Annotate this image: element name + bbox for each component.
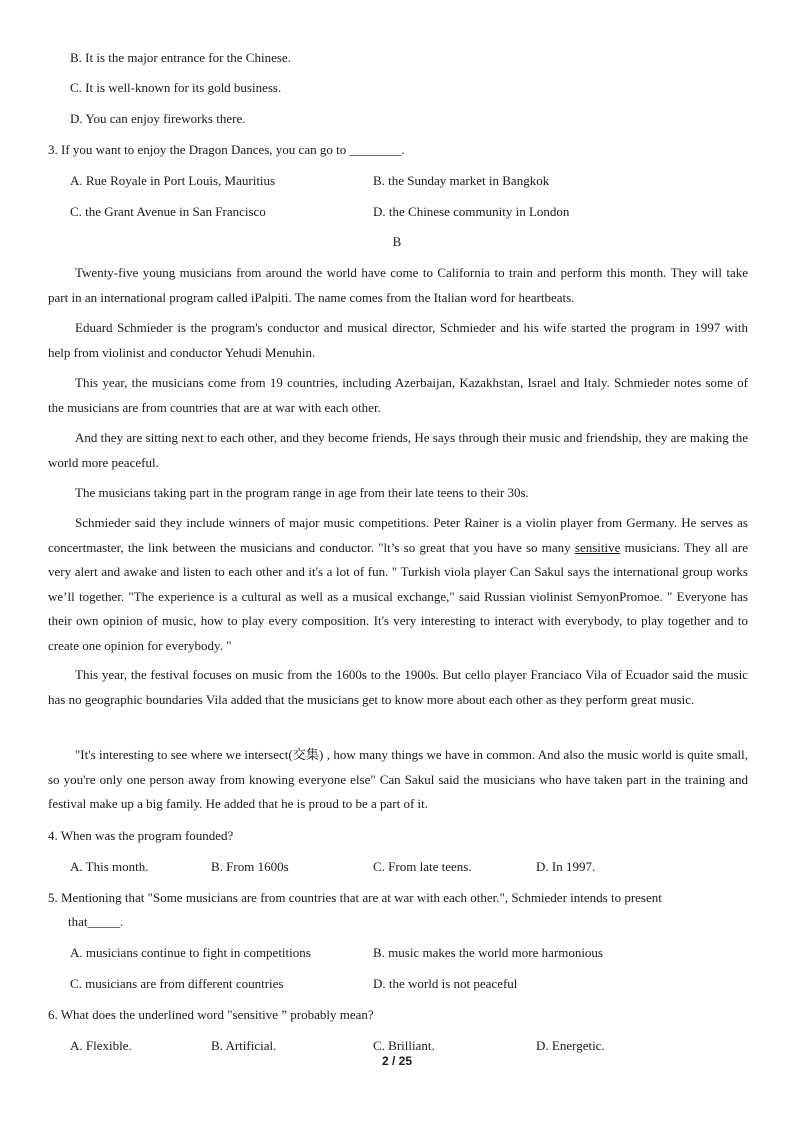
q3-stem: 3. If you want to enjoy the Dragon Dances, you can go to ________. xyxy=(48,142,405,157)
q5-option-a: A. musicians continue to fight in competitions xyxy=(70,945,311,960)
paragraph-6-text-before: Schmieder said they include winners of major music competitions. Peter Rainer is a violin player from Germany. He serves as concertmaster, the link between the musicians and conductor. "lt’s so great that you have so many xyxy=(48,515,748,555)
paragraph-5-text: The musicians taking part in the program range in age from their late teens to their 30s. xyxy=(75,485,529,500)
q4-option-d: D. In 1997. xyxy=(536,859,596,874)
q5-stem: 5. Mentioning that "Some musicians are from countries that are at war with each other.", Schmieder intends to present xyxy=(48,890,662,905)
passage-paragraph-4 xyxy=(48,426,748,475)
q6-option-d: D. Energetic. xyxy=(536,1038,605,1053)
q2-option-d: D. You can enjoy fireworks there. xyxy=(70,111,246,126)
page-number: 2 / 25 xyxy=(381,1054,413,1068)
q4-option-a: A. This month. xyxy=(70,859,149,874)
paragraph-4-text: And they are sitting next to each other, and they become friends, He says through their music and friendship, they are making the world more peaceful. xyxy=(48,430,748,470)
paragraph-8-text: "It's interesting to see where we intersect(交集) , how many things we have in common. And also the music world is quite small, so you're only one person away from knowing everyone else" Can Sakul said the musicians who have taken part in the training and festival make up a big family. He added that he is proud to be a part of it. xyxy=(48,747,748,811)
underlined-word-sensitive: sensitive xyxy=(574,539,621,555)
paragraph-7-text: This year, the festival focuses on music from the 1600s to the 1900s. But cello player Franciaco Vila of Ecuador said the music has no geographic boundaries Vila added that the musicians get to know more about each other as they perform great music. xyxy=(48,667,748,707)
q2-option-b: B. It is the major entrance for the Chinese. xyxy=(70,50,291,65)
q2-option-c: C. It is well-known for its gold business. xyxy=(70,80,282,95)
q5-option-d: D. the world is not peaceful xyxy=(373,976,518,991)
passage-paragraph-5 xyxy=(48,481,748,506)
passage-paragraph-7 xyxy=(48,663,748,712)
q5-option-b: B. music makes the world more harmonious xyxy=(373,945,603,960)
q3-option-a: A. Rue Royale in Port Louis, Mauritius xyxy=(70,173,276,188)
q6-option-a: A. Flexible. xyxy=(70,1038,132,1053)
passage-paragraph-1 xyxy=(48,261,748,310)
passage-paragraph-6 xyxy=(48,511,748,658)
q3-option-c: C. the Grant Avenue in San Francisco xyxy=(70,204,266,219)
q6-option-c: C. Brilliant. xyxy=(373,1038,435,1053)
section-label: B xyxy=(392,234,402,249)
paragraph-2-text: Eduard Schmieder is the program's conductor and musical director, Schmieder and his wife started the program in 1997 with help from violinist and conductor Yehudi Menuhin. xyxy=(48,320,748,360)
paragraph-1-text: Twenty-five young musicians from around the world have come to California to train and perform this month. They will take part in an international program called iPalpiti. The name comes from the Italian word for heartbeats. xyxy=(48,265,748,305)
q3-option-b: B. the Sunday market in Bangkok xyxy=(373,173,550,188)
paragraph-3-text: This year, the musicians come from 19 countries, including Azerbaijan, Kazakhstan, Israel and Italy. Schmieder notes some of the musicians are from countries that are at war with each other. xyxy=(48,375,748,415)
q5-stem-continued: that_____. xyxy=(68,914,124,929)
q4-option-c: C. From late teens. xyxy=(373,859,472,874)
q4-stem: 4. When was the program founded? xyxy=(48,828,234,843)
passage-paragraph-2 xyxy=(48,316,748,365)
q4-option-b: B. From 1600s xyxy=(211,859,289,874)
passage-paragraph-8 xyxy=(48,743,748,817)
q6-option-b: B. Artificial. xyxy=(211,1038,277,1053)
q5-option-c: C. musicians are from different countries xyxy=(70,976,284,991)
passage-paragraph-3 xyxy=(48,371,748,420)
paragraph-6-text-after: musicians. They all are very alert and awake and listen to each other and it's a lot of fun. " Turkish viola player Can Sakul says the international group works we’ll together. "The experience is a cultural as well as a musical exchange," said Russian violinist SemyonPromoe. " Everyone has their own opinion of music, how to play every composition. It's very interesting to interact with everybody, to play together and to create one opinion for everybody. " xyxy=(48,539,748,653)
q3-option-d: D. the Chinese community in London xyxy=(373,204,570,219)
q6-stem: 6. What does the underlined word "sensitive ” probably mean? xyxy=(48,1007,374,1022)
